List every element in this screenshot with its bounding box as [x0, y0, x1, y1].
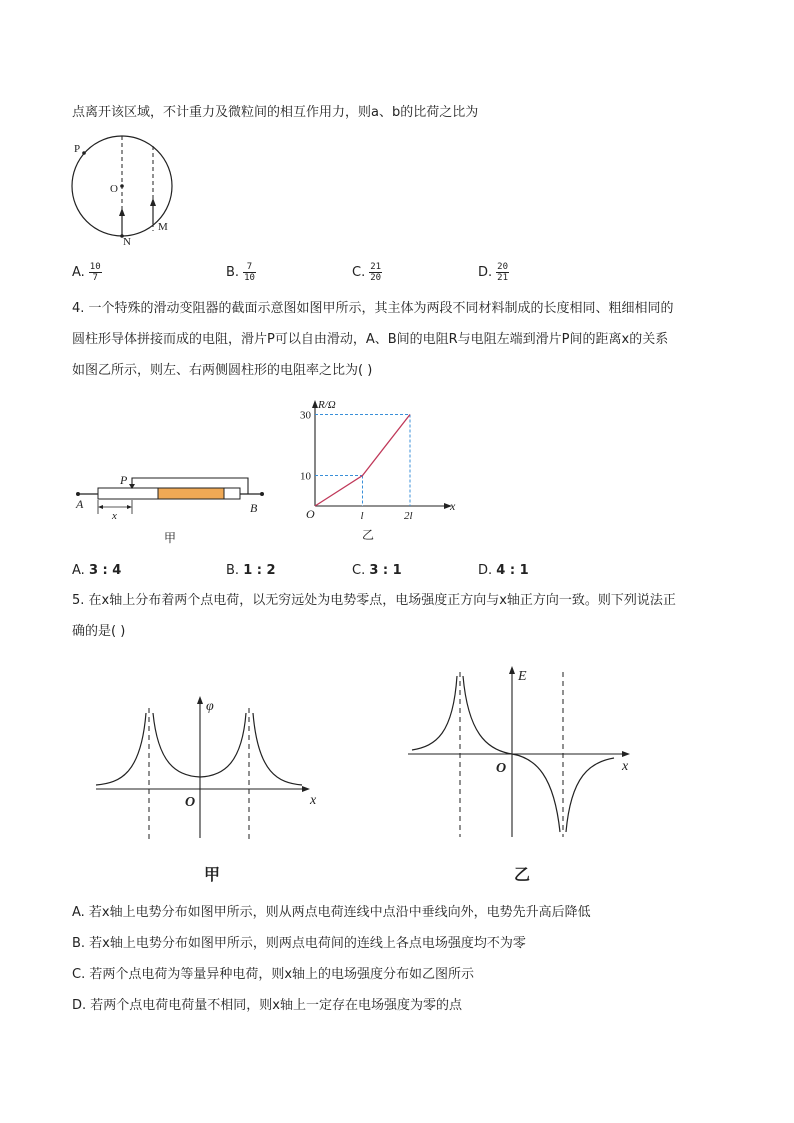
numerator: 20 — [497, 262, 508, 272]
option-letter: A. — [72, 265, 85, 280]
terminal-a-dot — [76, 492, 80, 496]
fraction — [496, 262, 509, 283]
q3-option-a[interactable] — [72, 262, 102, 283]
field-left-outer-curve — [412, 676, 457, 750]
option-text: 1 : 2 — [243, 563, 276, 578]
point-p-dot — [82, 151, 86, 155]
q5-stem-line1: 5. 在x轴上分布着两个点电荷，以无穷远处为电势零点，电场强度正方向与x轴正方向一致。则下列说法正 — [72, 593, 676, 608]
q3-intro-text: 点离开该区域，不计重力及微粒间的相互作用力，则a、b的比荷之比为 — [72, 105, 479, 120]
x-bracket-head-right — [127, 505, 132, 509]
caption-jia: 甲 — [204, 867, 221, 884]
y-axis-label: E — [518, 669, 527, 684]
option-letter: C. — [352, 563, 366, 578]
q4-figure-yi-chart — [300, 396, 470, 546]
label-a: A — [76, 497, 84, 511]
label-p: P — [120, 473, 128, 487]
q5-option-a[interactable]: A. 若x轴上电势分布如图甲所示，则从两点电荷连线中点沿中垂线向外，电势先升高后降低 — [72, 905, 591, 920]
numerator: 10 — [89, 262, 101, 272]
option-text: 3 : 1 — [369, 563, 402, 578]
option-text: 3 : 4 — [88, 563, 122, 578]
field-middle-left-curve — [463, 676, 512, 754]
x-axis-label: x — [622, 759, 629, 774]
denominator: 7 — [92, 273, 98, 283]
n-arrow-head — [119, 208, 125, 216]
q3-option-c[interactable] — [352, 262, 382, 283]
q4-figure-jia — [72, 470, 272, 545]
point-o-dot — [120, 184, 124, 188]
origin-label: O — [496, 761, 507, 776]
terminal-b-dot — [260, 492, 264, 496]
field-right-outer-curve — [566, 758, 614, 832]
q4-option-b[interactable] — [226, 562, 276, 580]
caption-yi: 乙 — [514, 867, 531, 884]
option-letter: D. — [478, 563, 493, 578]
option-letter: D. — [478, 265, 493, 280]
q5-option-b[interactable]: B. 若x轴上电势分布如图甲所示，则两点电荷间的连线上各点电场强度均不为零 — [72, 936, 526, 951]
m-arrow-head — [150, 198, 156, 206]
y-tick-10: 10 — [300, 470, 311, 483]
right-end-cap — [224, 488, 240, 499]
option-letter: B. — [226, 265, 240, 280]
q3-option-d[interactable] — [478, 262, 509, 283]
x-bracket-head-left — [98, 505, 103, 509]
numerator: 21 — [370, 262, 382, 272]
fraction — [369, 262, 382, 283]
q4-option-a[interactable] — [72, 562, 121, 580]
q4-stem-line3: 如图乙所示，则左、右两侧圆柱形的电阻率之比为( ) — [72, 363, 373, 378]
q5-figure-yi-field — [408, 662, 648, 888]
y-axis-label: φ — [206, 699, 214, 714]
option-letter: C. — [352, 265, 366, 280]
denominator: 10 — [244, 273, 255, 283]
label-x: x — [112, 510, 117, 522]
x-axis-arrow — [622, 751, 630, 757]
denominator: 21 — [497, 273, 508, 283]
q3-circle-figure — [60, 136, 190, 246]
x-axis-label: x — [310, 793, 317, 808]
q5-option-d[interactable]: D. 若两个点电荷电荷量不相同，则x轴上一定存在电场强度为零的点 — [72, 998, 462, 1013]
q5-stem-line2: 确的是( ) — [72, 624, 126, 639]
caption-jia: 甲 — [164, 531, 177, 545]
origin-label: O — [185, 795, 196, 810]
q4-option-c[interactable] — [352, 562, 402, 580]
potential-right-outer-curve — [253, 713, 302, 785]
numerator: 7 — [243, 262, 256, 273]
q5-figure-jia-potential — [96, 688, 336, 888]
q4-stem-line2: 圆柱形导体拼接而成的电阻，滑片P可以自由滑动，A、B间的电阻R与电阻左端到滑片P间的距离x的关系 — [72, 332, 669, 347]
x-axis-label: x — [450, 499, 456, 513]
denominator: 20 — [370, 273, 382, 283]
label-o: O — [110, 183, 118, 195]
fraction — [89, 262, 102, 283]
label-b: B — [250, 501, 258, 515]
q4-stem-line1: 4. 一个特殊的滑动变阻器的截面示意图如图甲所示，其主体为两段不同材料制成的长度相同、粗细相同的 — [72, 301, 674, 316]
y-axis-arrow — [509, 666, 515, 674]
label-m: M — [158, 221, 168, 233]
q5-option-c[interactable]: C. 若两个点电荷为等量异种电荷，则x轴上的电场强度分布如乙图所示 — [72, 967, 475, 982]
y-axis-arrow — [197, 696, 203, 704]
origin-label: O — [306, 507, 315, 521]
potential-left-outer-curve — [96, 713, 146, 785]
left-conductor-segment — [98, 488, 158, 499]
x-tick-l: l — [360, 510, 364, 522]
caption-yi: 乙 — [362, 528, 375, 542]
q4-option-d[interactable] — [478, 562, 529, 580]
y-axis-label: R/Ω — [318, 399, 336, 411]
label-p: P — [74, 143, 81, 155]
x-axis-arrow — [302, 786, 310, 792]
q3-option-b[interactable] — [226, 262, 256, 283]
label-n: N — [123, 236, 131, 248]
x-tick-2l: 2l — [404, 510, 413, 522]
y-tick-30: 30 — [300, 409, 311, 422]
option-letter: B. — [226, 563, 240, 578]
option-letter: A. — [72, 563, 85, 578]
right-conductor-segment — [158, 488, 224, 499]
fraction — [243, 262, 256, 283]
field-middle-right-curve — [512, 754, 560, 832]
option-text: 4 : 1 — [496, 563, 529, 578]
